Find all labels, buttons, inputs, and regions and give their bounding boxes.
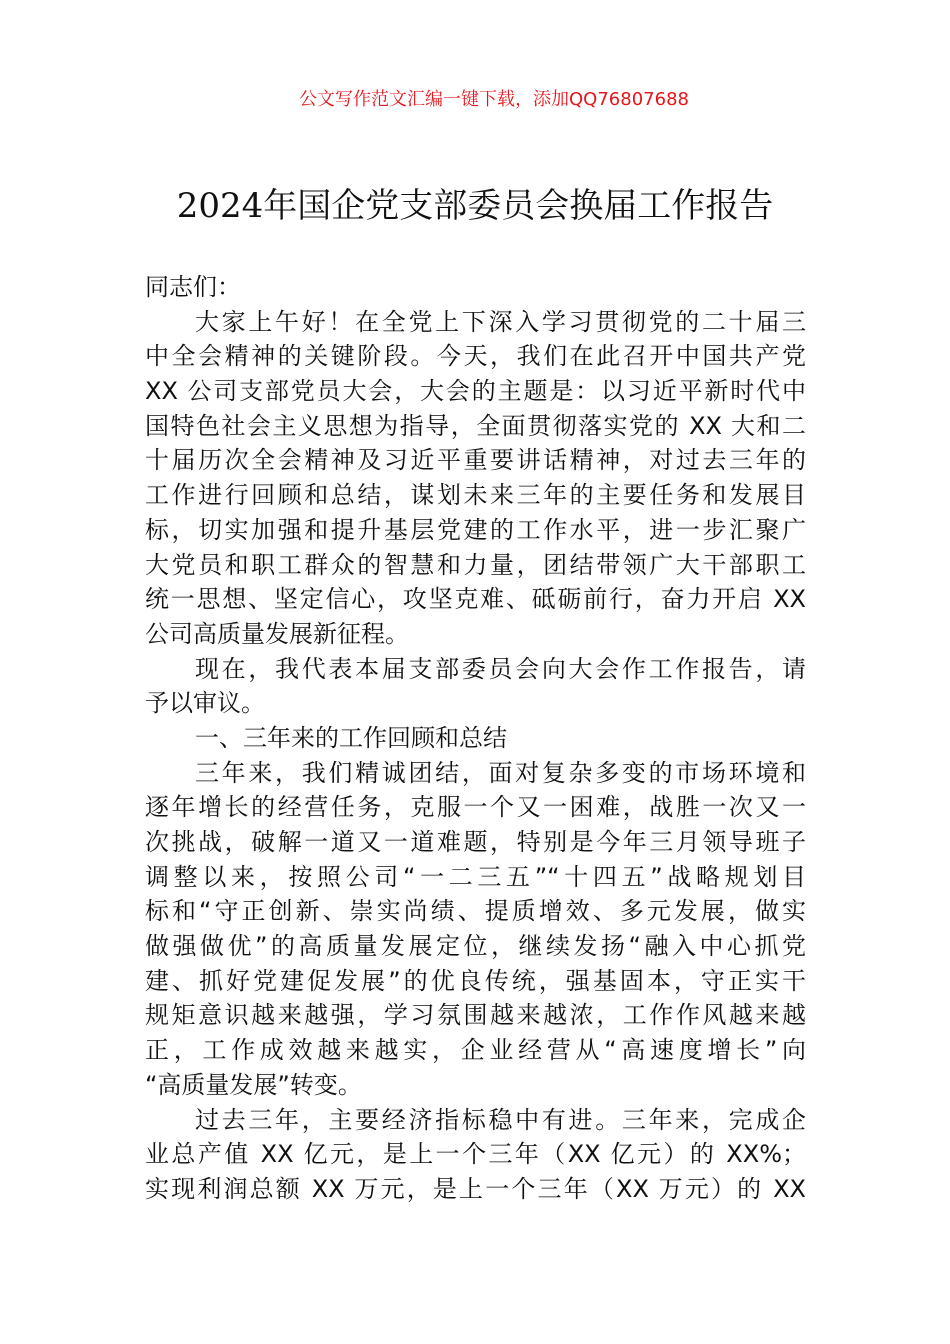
text-line: “高质量发展”转变。	[145, 1070, 362, 1099]
text-line: 公司高质量发展新征程。	[145, 619, 409, 648]
text-line: XX 公司支部党员大会，大会的主题是：以习近平新时代中	[145, 377, 806, 406]
text-line: 次挑战，破解一道又一道难题，特别是今年三月领导班子	[145, 828, 806, 856]
paragraph	[145, 721, 806, 756]
text-line: 标和“守正创新、崇实尚绩、提质增效、多元发展，做实	[145, 897, 806, 926]
text-line: 过去三年，主要经济指标稳中有进。三年来，完成企	[195, 1105, 806, 1134]
text-line: 做强做优”的高质量发展定位，继续发扬“融入中心抓党	[145, 932, 806, 961]
text-line: 工作进行回顾和总结，谋划未来三年的主要任务和发展目	[145, 481, 806, 510]
text-line: 一、三年来的工作回顾和总结	[195, 723, 507, 752]
document-body	[145, 270, 806, 1207]
paragraph	[145, 756, 806, 1103]
paragraph	[145, 652, 806, 721]
text-line: 业总产值 XX 亿元，是上一个三年（XX 亿元）的 XX%；	[145, 1140, 806, 1169]
text-line: 大家上午好！在全党上下深入学习贯彻党的二十届三	[195, 307, 806, 336]
paragraph	[145, 270, 806, 305]
text-line: 国特色社会主义思想为指导，全面贯彻落实党的 XX 大和二	[145, 411, 806, 440]
text-line: 规矩意识越来越强，学习氛围越来越浓，工作作风越来越	[145, 1001, 806, 1030]
text-line: 调整以来，按照公司“一二三五”“十四五”战略规划目	[145, 862, 806, 891]
text-line: 现在，我代表本届支部委员会向大会作工作报告，请	[195, 654, 806, 683]
text-line: 中全会精神的关键阶段。今天，我们在此召开中国共产党	[145, 342, 806, 371]
text-line: 统一思想、坚定信心，攻坚克难、砥砺前行，奋力开启 XX	[145, 585, 806, 614]
text-line: 三年来，我们精诚团结，面对复杂多变的市场环境和	[195, 758, 806, 787]
text-line: 正，工作成效越来越实，企业经营从“高速度增长”向	[145, 1036, 806, 1065]
paragraph	[145, 305, 806, 652]
text-line: 予以审议。	[145, 689, 265, 718]
text-line: 标，切实加强和提升基层党建的工作水平，进一步汇聚广	[145, 515, 806, 544]
download-banner: 公文写作范文汇编一键下载，添加QQ76807688	[299, 89, 689, 110]
text-line: 同志们：	[145, 273, 241, 301]
text-line: 建、抓好党建促发展”的优良传统，强基固本，守正实干	[145, 966, 806, 995]
text-line: 十届历次全会精神及习近平重要讲话精神，对过去三年的	[145, 446, 806, 475]
text-line: 实现利润总额 XX 万元，是上一个三年（XX 万元）的 XX	[145, 1174, 806, 1203]
text-line: 大党员和职工群众的智慧和力量，团结带领广大干部职工	[145, 550, 806, 579]
paragraph	[145, 1103, 806, 1207]
document-title: 2024年国企党支部委员会换届工作报告	[176, 186, 774, 226]
text-line: 逐年增长的经营任务，克服一个又一困难，战胜一次又一	[145, 793, 806, 822]
